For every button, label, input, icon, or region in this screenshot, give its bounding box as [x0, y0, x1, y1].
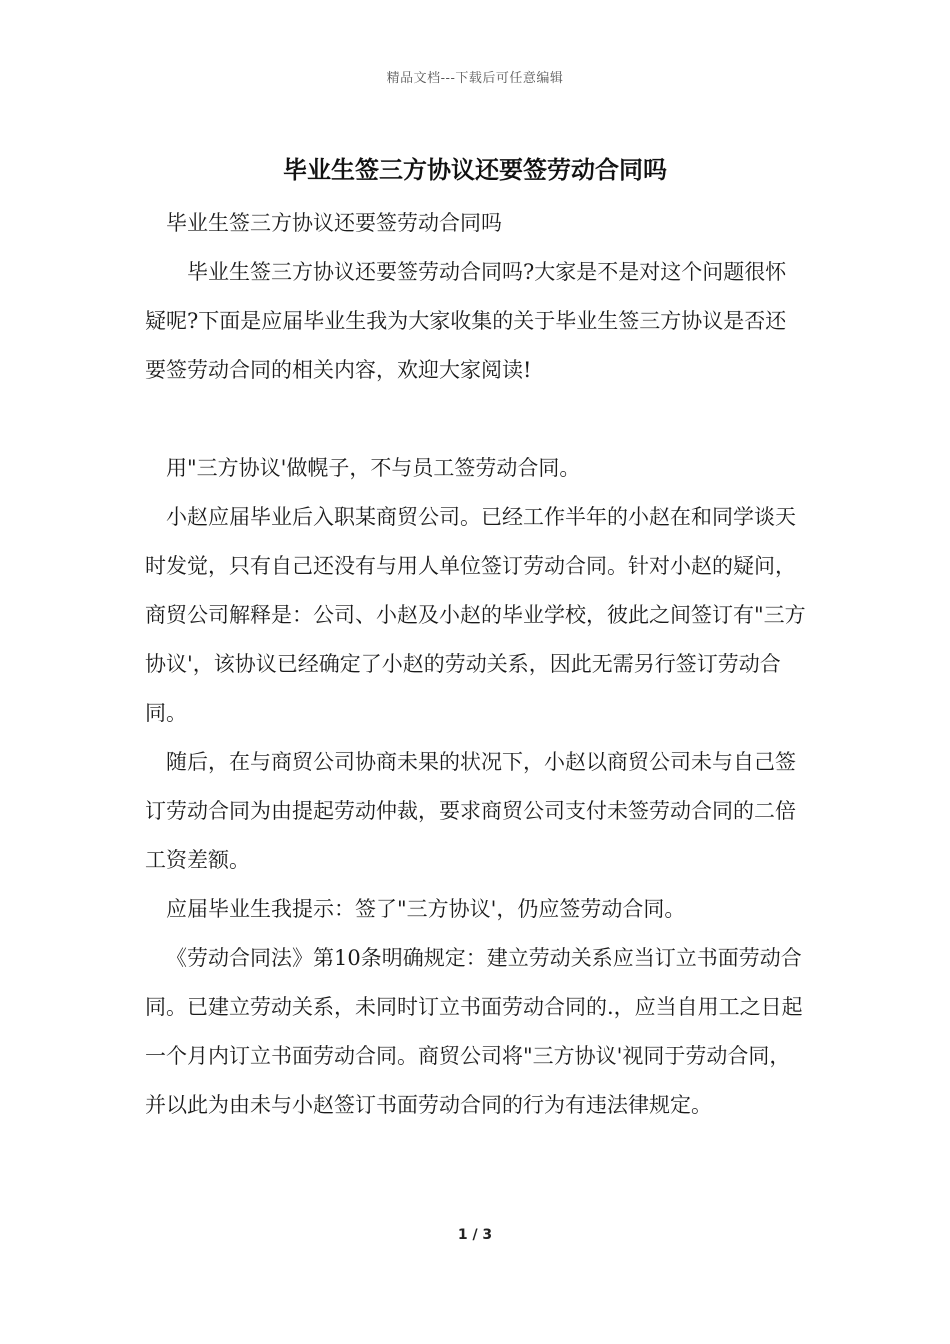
paragraph: 随后，在与商贸公司协商未果的状况下，小赵以商贸公司未与自己签订劳动合同为由提起劳动仲裁，要求商贸公司支付未签劳动合同的二倍工资差额。	[145, 750, 796, 872]
header-note: 精品文档---下载后可任意编辑	[386, 71, 564, 86]
page-number: 1 / 3	[457, 1227, 493, 1243]
document-body	[145, 199, 807, 1130]
paragraph: 用"三方协议'做幌子，不与员工签劳动合同。	[166, 456, 581, 480]
paragraph: 小赵应届毕业后入职某商贸公司。已经工作半年的小赵在和同学谈天时发觉，只有自己还没有与用人单位签订劳动合同。针对小赵的疑问，商贸公司解释是：公司、小赵及小赵的毕业学校，彼此之间签订有"三方协议'，该协议已经确定了小赵的劳动关系，因此无需另行签订劳动合同。	[145, 505, 806, 725]
paragraph: 《劳动合同法》第10条明确规定：建立劳动关系应当订立书面劳动合同。已建立劳动关系，未同时订立书面劳动合同的.，应当自用工之日起一个月内订立书面劳动合同。商贸公司将"三方协议'视同于劳动合同，并以此为由未与小赵签订书面劳动合同的行为有违法律规定。	[145, 946, 803, 1117]
paragraph: 毕业生签三方协议还要签劳动合同吗	[166, 211, 502, 235]
paragraph: 应届毕业生我提示：签了"三方协议'，仍应签劳动合同。	[166, 897, 686, 921]
blank-line	[145, 395, 807, 444]
document-title: 毕业生签三方协议还要签劳动合同吗	[283, 155, 667, 184]
paragraph: 毕业生签三方协议还要签劳动合同吗?大家是不是对这个问题很怀疑呢?下面是应届毕业生我为大家收集的关于毕业生签三方协议是否还要签劳动合同的相关内容，欢迎大家阅读!	[145, 260, 787, 382]
